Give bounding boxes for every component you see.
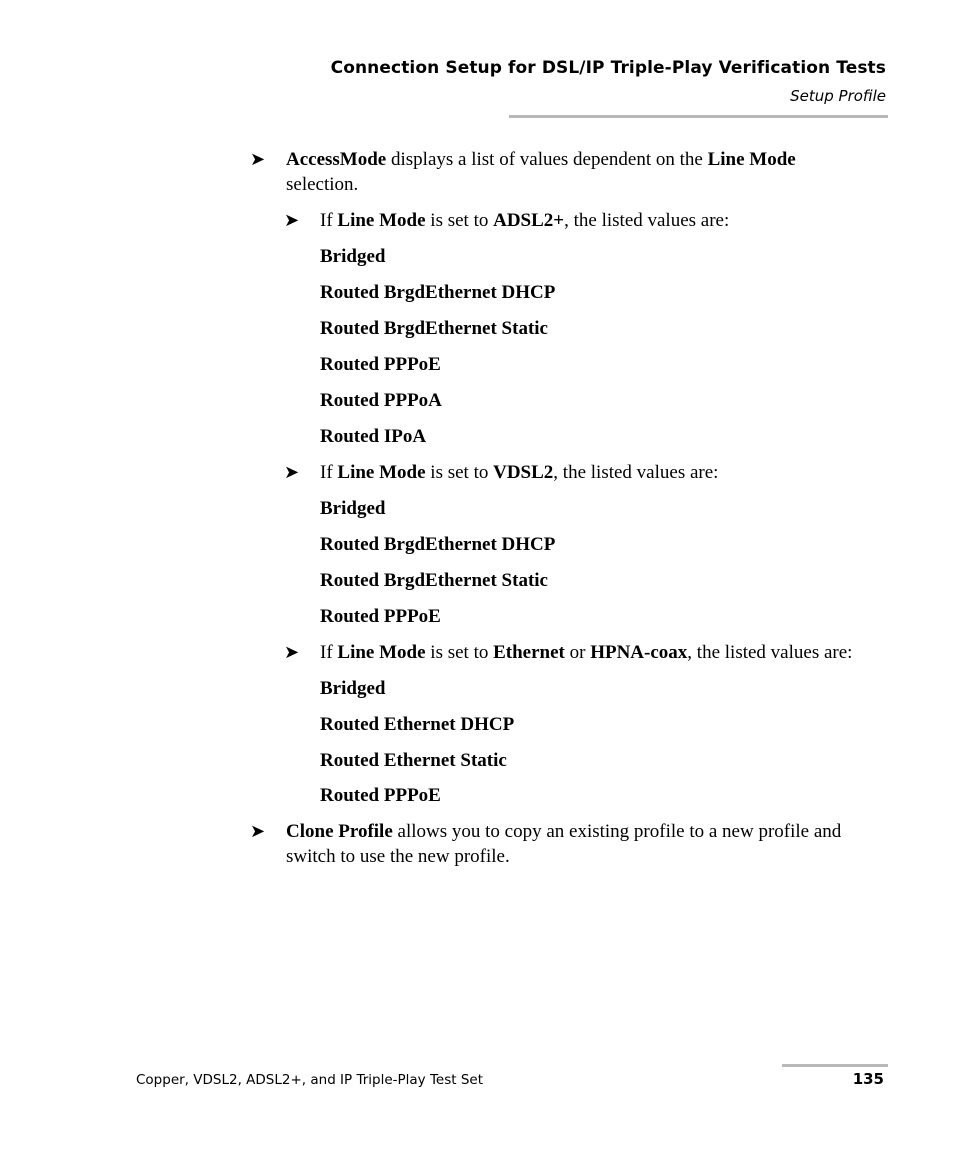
text-part: If — [320, 642, 338, 663]
value-item: Bridged — [320, 498, 386, 519]
subbullet-text — [320, 460, 888, 485]
mode-name: Ethernet — [493, 642, 565, 663]
text-part: is set to — [425, 210, 494, 231]
text-part: , the listed values are: — [553, 462, 719, 483]
bullet-text-part: allows you to copy an existing profile to a new profile and switch to use the new profile. — [286, 821, 842, 867]
text-part: If — [320, 210, 338, 231]
value-item: Routed Ethernet Static — [320, 750, 507, 771]
value-item: Routed PPPoA — [320, 390, 442, 411]
mode-name: HPNA-coax — [590, 642, 688, 663]
arrow-bullet-icon: ➤ — [250, 821, 266, 842]
text-part: , the listed values are: — [564, 210, 730, 231]
value-item: Bridged — [320, 678, 386, 699]
value-item: Routed BrgdEthernet Static — [320, 570, 548, 591]
value-item: Routed Ethernet DHCP — [320, 714, 515, 735]
footer-doc-title: Copper, VDSL2, ADSL2+, and IP Triple-Play Test Set — [136, 1072, 484, 1088]
chapter-title: Connection Setup for DSL/IP Triple-Play Verification Tests — [330, 58, 886, 78]
value-item: Routed PPPoE — [320, 606, 441, 627]
term-line-mode: Line Mode — [337, 642, 426, 663]
value-item: Routed BrgdEthernet DHCP — [320, 534, 556, 555]
value-item: Routed PPPoE — [320, 354, 441, 375]
mode-name: VDSL2 — [493, 462, 554, 483]
text-part: If — [320, 462, 338, 483]
subbullet-text — [320, 640, 888, 665]
arrow-bullet-icon: ➤ — [284, 462, 300, 483]
term-clone-profile: Clone Profile — [286, 821, 393, 842]
term-line-mode: Line Mode — [337, 462, 426, 483]
arrow-bullet-icon: ➤ — [284, 210, 300, 231]
bullet-text — [286, 819, 850, 869]
bullet-text-part: displays a list of values dependent on the — [386, 149, 708, 170]
header-divider — [509, 115, 888, 118]
text-part: is set to — [425, 642, 494, 663]
term-line-mode: Line Mode — [707, 149, 796, 170]
term-access-mode: AccessMode — [286, 149, 387, 170]
term-line-mode: Line Mode — [337, 210, 426, 231]
page-number: 135 — [852, 1070, 884, 1088]
text-part: , the listed values are: — [687, 642, 853, 663]
bullet-clone-profile — [250, 819, 850, 869]
text-part: is set to — [425, 462, 494, 483]
value-item: Bridged — [320, 246, 386, 267]
subbullet-text — [320, 208, 888, 233]
text-part: or — [564, 642, 591, 663]
value-item: Routed BrgdEthernet DHCP — [320, 282, 556, 303]
bullet-text-part: selection. — [286, 174, 359, 195]
value-item: Routed IPoA — [320, 426, 427, 447]
subbullet-ethernet — [284, 640, 888, 665]
value-item: Routed PPPoE — [320, 785, 441, 806]
arrow-bullet-icon: ➤ — [284, 642, 300, 663]
subbullet-adsl — [284, 208, 888, 233]
mode-name: ADSL2+ — [493, 210, 565, 231]
arrow-bullet-icon: ➤ — [250, 149, 266, 170]
footer-divider — [782, 1064, 888, 1067]
bullet-text — [286, 147, 860, 197]
bullet-access-mode — [250, 147, 860, 197]
subbullet-vdsl — [284, 460, 888, 485]
section-title: Setup Profile — [790, 87, 886, 105]
value-item: Routed BrgdEthernet Static — [320, 318, 548, 339]
